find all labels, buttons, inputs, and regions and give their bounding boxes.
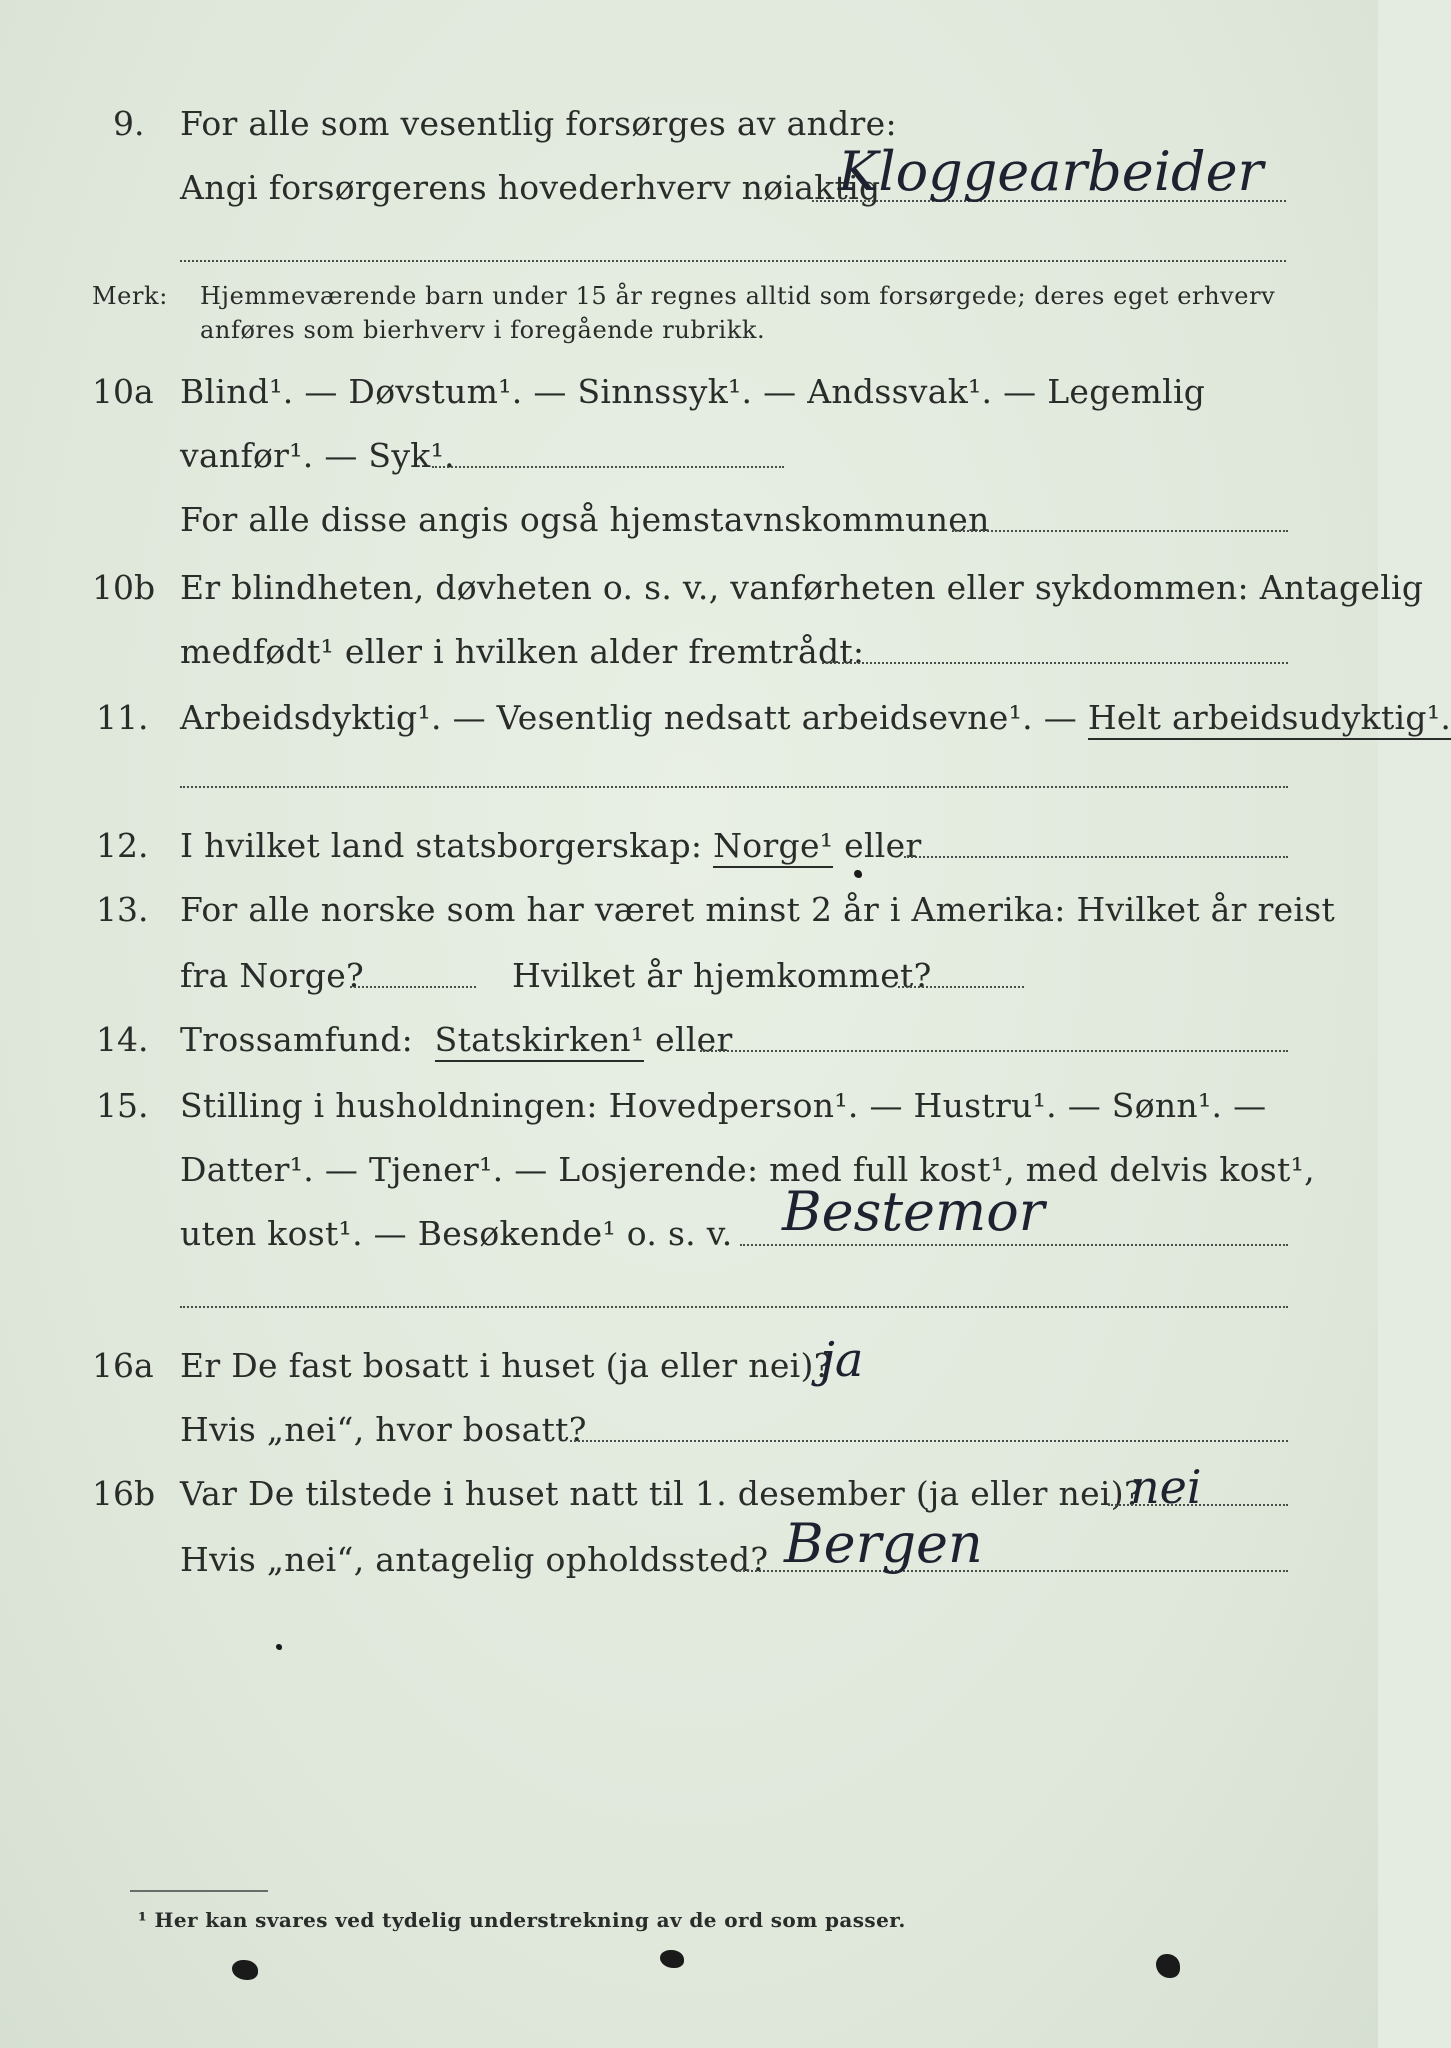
q10a-syk-line: [432, 466, 784, 468]
q12-number: 12.: [96, 826, 149, 865]
ink-dot: [854, 870, 862, 878]
q9-number: 9.: [113, 104, 145, 143]
q10a-line3: For alle disse angis også hjemstavnskommunen: [180, 500, 990, 539]
q15-number: 15.: [96, 1086, 149, 1125]
merk-label: Merk:: [92, 282, 168, 310]
q12-text: [180, 826, 922, 865]
q13-hjemkommet-line: [898, 986, 1024, 988]
q15-line3: uten kost¹. — Besøkende¹ o. s. v.: [180, 1214, 733, 1253]
q13-reist-line: [350, 986, 476, 988]
q15-answer-line: [740, 1244, 1288, 1246]
q12-underlined-answer: Norge¹: [713, 826, 833, 868]
q10b-line1: Er blindheten, døvheten o. s. v., vanførheten eller sykdommen: Antagelig: [180, 568, 1424, 607]
q13-line2a: fra Norge?: [180, 956, 365, 995]
q16a-bosatt-line: [570, 1440, 1288, 1442]
q9-extra-line: [180, 260, 1286, 262]
q16a-number: 16a: [92, 1346, 154, 1385]
ink-blot: [232, 1960, 258, 1980]
q10a-kommune-line: [952, 530, 1288, 532]
q15-answer-handwritten: Bestemor: [782, 1180, 1045, 1243]
q13-number: 13.: [96, 890, 149, 929]
q11-underlined-answer: Helt arbeidsudyktig¹.: [1088, 698, 1451, 740]
q16b-line2: Hvis „nei“, antagelig opholdssted?: [180, 1540, 769, 1579]
q14-answer-line: [700, 1050, 1288, 1052]
q15-line1: Stilling i husholdningen: Hovedperson¹. — Hustru¹. — Sønn¹. —: [180, 1086, 1267, 1125]
q10a-line2: vanfør¹. — Syk¹.: [180, 436, 455, 475]
q12-answer-line: [904, 856, 1288, 858]
q16a-answer-handwritten: ja: [820, 1332, 864, 1388]
q15-line2: Datter¹. — Tjener¹. — Losjerende: med full kost¹, med delvis kost¹,: [180, 1150, 1315, 1189]
q10b-line2: medfødt¹ eller i hvilken alder fremtrådt:: [180, 632, 865, 671]
q11-extra-line: [180, 786, 1288, 788]
q10b-number: 10b: [92, 568, 156, 607]
q16a-line1: Er De fast bosatt i huset (ja eller nei)?: [180, 1346, 832, 1385]
q9-line1: For alle som vesentlig forsørges av andre:: [180, 104, 897, 143]
footnote-rule: [130, 1890, 268, 1892]
q16b-answer1-handwritten: nei: [1130, 1460, 1202, 1514]
q16a-line2: Hvis „nei“, hvor bosatt?: [180, 1410, 587, 1449]
q12-question: I hvilket land statsborgerskap:: [180, 826, 703, 865]
merk-line1: Hjemmeværende barn under 15 år regnes alltid som forsørgede; deres eget erhverv: [200, 282, 1276, 310]
ink-blot: [660, 1950, 684, 1968]
q16b-number: 16b: [92, 1474, 156, 1513]
q14-label: Trossamfund:: [180, 1020, 414, 1059]
q10a-line1: Blind¹. — Døvstum¹. — Sinnssyk¹. — Andssvak¹. — Legemlig: [180, 372, 1206, 411]
merk-line2: anføres som bierhverv i foregående rubrikk.: [200, 316, 766, 344]
ink-blot: [1156, 1954, 1180, 1978]
q11-text: [180, 698, 1451, 737]
q11-number: 11.: [96, 698, 149, 737]
q9-answer-handwritten: Kloggearbeider: [838, 140, 1264, 203]
q12-eller: eller: [844, 826, 922, 865]
q16b-answer2-handwritten: Bergen: [784, 1512, 983, 1575]
q15-extra-line: [180, 1306, 1288, 1308]
q16b-line1: Var De tilstede i huset natt til 1. desember (ja eller nei)?: [180, 1474, 1142, 1513]
footnote-text: ¹ Her kan svares ved tydelig understrekning av de ord som passer.: [138, 1908, 906, 1932]
q13-line2b: Hvilket år hjemkommet?: [512, 956, 932, 995]
q14-eller: eller: [655, 1020, 733, 1059]
q10a-number: 10a: [92, 372, 154, 411]
q11-options: Arbeidsdyktig¹. — Vesentlig nedsatt arbeidsevne¹. —: [180, 698, 1078, 737]
ink-dot: [276, 1644, 282, 1650]
q13-line1: For alle norske som har været minst 2 år i Amerika: Hvilket år reist: [180, 890, 1336, 929]
q9-line2: Angi forsørgerens hovederhverv nøiaktig: [180, 168, 881, 207]
q14-number: 14.: [96, 1020, 149, 1059]
q14-underlined-answer: Statskirken¹: [435, 1020, 645, 1062]
q14-text: [180, 1020, 733, 1059]
q10b-answer-line: [822, 662, 1288, 664]
